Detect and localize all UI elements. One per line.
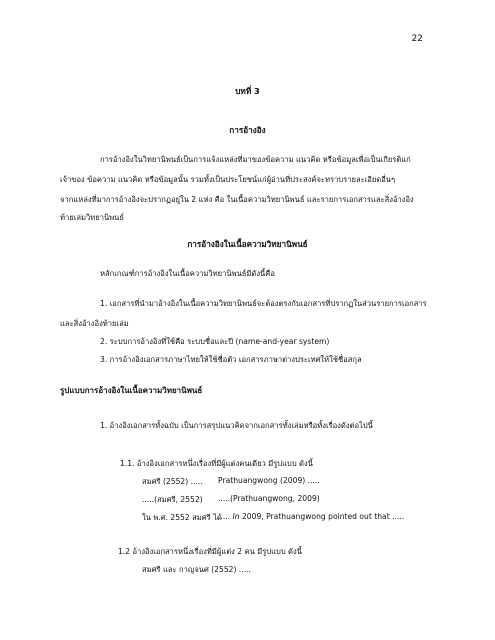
example-english-3	[218, 512, 404, 521]
example-english-3-italic: In	[232, 512, 240, 521]
subsection-title: การอ้างอิงในเนื้อความวิทยานิพนธ์	[187, 239, 308, 249]
example-thai-3: ใน พ.ศ. 2552 สมศรี ได้	[142, 513, 222, 522]
criteria-item-1-line-2: และสิ่งอ้างอิงท้ายเล่ม	[60, 319, 129, 328]
criteria-item-3: 3. การอ้างอิงเอกสารภาษาไทยให้ใช้ชื่อตัว เอกสารภาษาต่างประเทศให้ใช้ชื่อสกุล	[100, 355, 362, 364]
example-thai-2: .....(สมศรี, 2552)	[142, 495, 203, 504]
format-title: รูปแบบการอ้างอิงในเนื้อความวิทยานิพนธ์	[60, 386, 203, 395]
two-authors-example: สมศรี และ กาญจนศ (2552) .....	[142, 565, 251, 574]
criteria-item-2: 2. ระบบการอ้างอิงที่ใช้คือ ระบบชื่อและปี (name-and-year system)	[100, 337, 330, 346]
intro-line-4: ท้ายเล่มวิทยานิพนธ์	[60, 213, 124, 222]
intro-line-2: เจ้าของ ข้อความ แนวคิด หรือข้อมูลนั้น รวมทั้งเป็นประโยชน์แก่ผู้อ่านที่ประสงค์จะทราบรายละเอียดอื่นๆ	[60, 175, 396, 184]
two-authors-heading: 1.2 อ้างอิงเอกสารหนึ่งเรื่องที่มีผู้แต่ง 2 คน มีรูปแบบ ดังนี้	[118, 547, 302, 556]
example-english-1: Prathuangwong (2009) .....	[218, 476, 320, 485]
criteria-intro: หลักเกณฑ์การอ้างอิงในเนื้อความวิทยานิพนธ์มีดังนี้คือ	[100, 269, 275, 278]
format-item-1: 1. อ้างอิงเอกสารทั้งฉบับ เป็นการสรุปแนวคิดจากเอกสารทั้งเล่มหรือทั้งเรื่องดังต่อไปนี้	[100, 421, 373, 430]
example-thai-1: สมศรี (2552) .....	[142, 477, 203, 486]
example-english-2: .....(Prathuangwong, 2009)	[218, 494, 320, 503]
section-title: การอ้างอิง	[229, 125, 266, 135]
intro-line-3: จากแหล่งที่มาการอ้างอิงจะปรากฏอยู่ใน 2 แห่ง คือ ในเนื้อความวิทยานิพนธ์ และรายการเอกสารและสิ่งอ้างอิง	[60, 195, 414, 204]
criteria-item-1-line-1: 1. เอกสารที่นำมาอ้างอิงในเนื้อความวิทยานิพนธ์จะต้องตรงกับเอกสารที่ปรากฏในส่วนรายการเอกสาร	[100, 299, 427, 308]
page-number: 22	[411, 34, 423, 44]
single-author-heading: 1.1. อ้างอิงเอกสารหนึ่งเรื่องที่มีผู้แต่งคนเดียว มีรูปแบบ ดังนี้	[120, 459, 313, 468]
chapter-heading: บทที่ 3	[235, 86, 260, 96]
example-english-3-prefix: .....	[218, 512, 233, 521]
example-english-3-rest: 2009, Prathuangwong pointed out that .....	[239, 512, 405, 521]
intro-line-1: การอ้างอิงในวิทยานิพนธ์เป็นการแจ้งแหล่งที่มาของข้อความ แนวคิด หรือข้อมูลเพื่อเป็นเกียรติแก่	[100, 155, 411, 164]
